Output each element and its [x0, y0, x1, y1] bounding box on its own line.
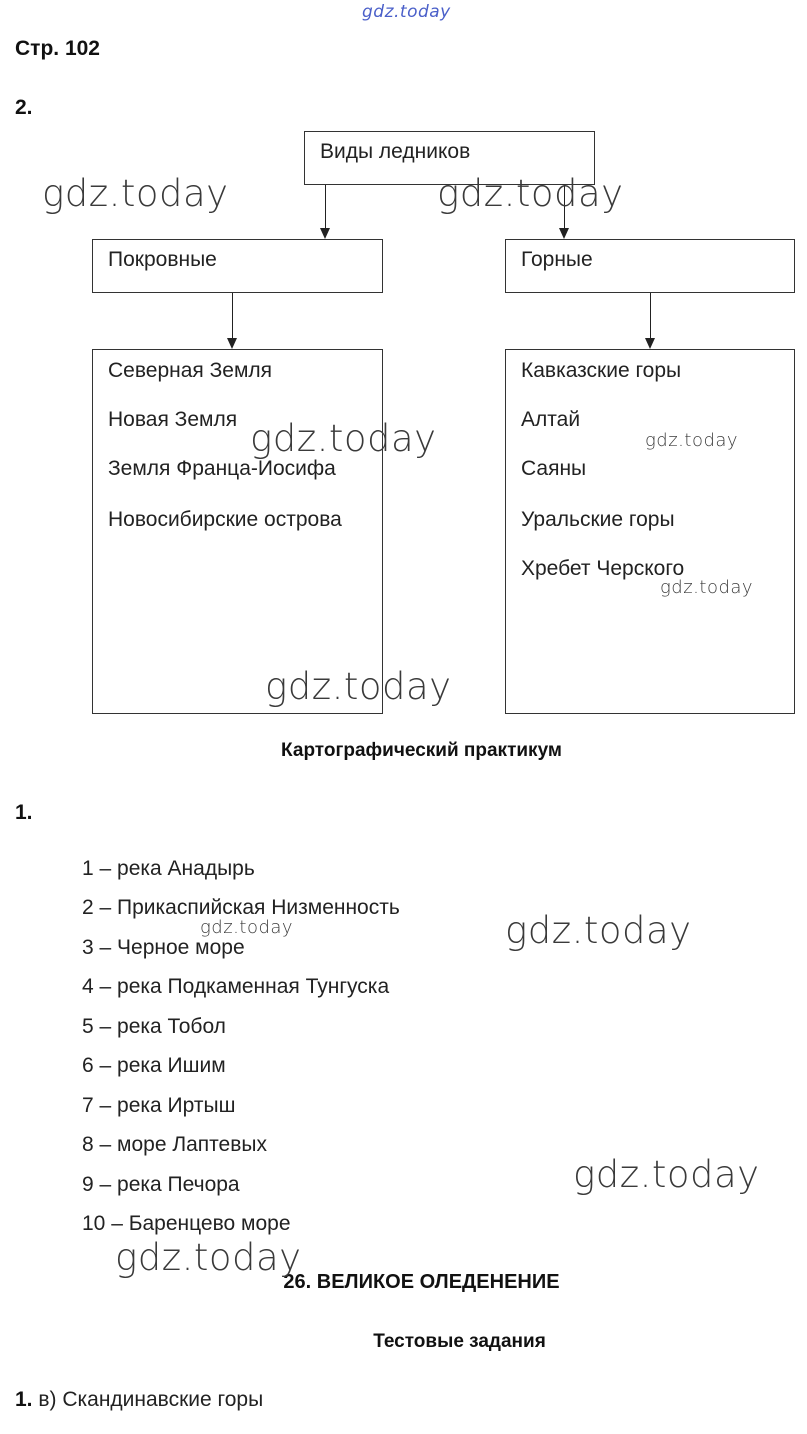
- watermark-top: gdz.today: [362, 2, 451, 22]
- answer-line: [15, 1388, 263, 1412]
- right-category-box: [505, 239, 795, 293]
- watermark: gdz.today: [265, 665, 452, 708]
- map-list-item: 1 – река Анадырь: [82, 857, 255, 880]
- right-list-item: Хребет Черского: [521, 557, 685, 580]
- arrow-root-left-head: [320, 228, 330, 239]
- map-list-item: 2 – Прикаспийская Низменность: [82, 896, 400, 919]
- watermark: gdz.today: [437, 172, 624, 215]
- left-list-item: Новая Земля: [108, 408, 238, 431]
- left-list-item: Земля Франца-Иосифа: [108, 457, 336, 480]
- left-list-item: Новосибирские острова: [108, 508, 342, 531]
- left-list-item: Северная Земля: [108, 359, 273, 382]
- section-26-subtitle: Тестовые задания: [373, 1331, 546, 1352]
- left-list-box: [92, 349, 383, 714]
- watermark: gdz.today: [573, 1153, 760, 1196]
- right-list-item: Уральские горы: [521, 508, 675, 531]
- page-label: Стр. 102: [15, 37, 100, 60]
- map-list-item: 3 – Черное море: [82, 936, 245, 959]
- section-26-title: 26. ВЕЛИКОЕ ОЛЕДЕНЕНИЕ: [283, 1271, 560, 1293]
- arrow-right-list-head: [645, 338, 655, 349]
- right-list-box: [505, 349, 795, 714]
- arrow-root-right-head: [559, 228, 569, 239]
- map-list-item: 7 – река Иртыш: [82, 1094, 236, 1117]
- right-list-item: Алтай: [521, 408, 581, 431]
- right-category-title: Горные: [521, 248, 593, 271]
- cartographic-heading: Картографический практикум: [281, 740, 562, 761]
- map-list-item: 8 – море Лаптевых: [82, 1133, 267, 1156]
- watermark: gdz.today: [505, 909, 692, 952]
- watermark: gdz.today: [250, 417, 437, 460]
- root-title: Виды ледников: [320, 140, 471, 163]
- answer-text: в) Скандинавские горы: [32, 1388, 264, 1411]
- map-list-item: 9 – река Печора: [82, 1173, 240, 1196]
- map-list-item: 10 – Баренцево море: [82, 1212, 291, 1235]
- arrow-left-list-line: [232, 293, 233, 339]
- map-list-item: 5 – река Тобол: [82, 1015, 226, 1038]
- watermark: gdz.today: [115, 1236, 302, 1279]
- right-list-item: Саяны: [521, 457, 587, 480]
- cartographic-number: 1.: [15, 801, 33, 824]
- left-category-title: Покровные: [108, 248, 217, 271]
- right-list-item: Кавказские горы: [521, 359, 682, 382]
- watermark: gdz.today: [200, 917, 294, 938]
- arrow-left-list-head: [227, 338, 237, 349]
- map-list-item: 6 – река Ишим: [82, 1054, 226, 1077]
- watermark: gdz.today: [645, 430, 739, 451]
- task-2-number: 2.: [15, 96, 33, 119]
- arrow-right-list-line: [650, 293, 651, 339]
- watermark: gdz.today: [660, 577, 754, 598]
- watermark: gdz.today: [42, 172, 229, 215]
- map-list-item: 4 – река Подкаменная Тунгуска: [82, 975, 390, 998]
- answer-number: 1.: [15, 1388, 33, 1411]
- arrow-root-left-line: [325, 185, 326, 229]
- left-category-box: [92, 239, 383, 293]
